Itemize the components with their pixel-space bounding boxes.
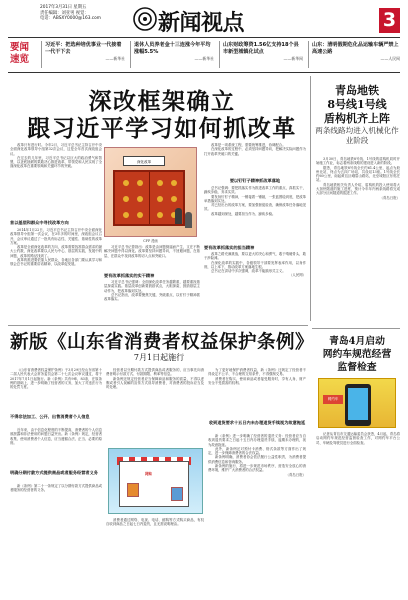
- image-tag: 网约车: [323, 395, 343, 404]
- paragraph: 青岛地铁相关负责人介绍，盾构机的投入使用将大大加快隧道的施工进度，预计今年年内两条线路将完成大部分区间隧道的掘进工作。: [316, 182, 400, 196]
- paragraph: 此外，新条例还对预付卡消费、格式条款等方面作出了规定，进一步保障消费者的合法权益。: [208, 446, 306, 456]
- lead-column-2: [104, 245, 200, 258]
- article2-headline[interactable]: 新版《山东省消费者权益保护条例》: [10, 332, 315, 353]
- section-logo-icon: [132, 6, 158, 32]
- shopping-bag-icon: [171, 487, 183, 501]
- paragraph: 对已经出台的改革方案，要加强督促检查，确保改革任务落地见效。: [204, 203, 306, 212]
- lead-subhead-2: 要有改革抓落实的实干精神: [104, 273, 155, 278]
- masthead-meta: [40, 5, 101, 22]
- section-title: 新闻视点: [158, 11, 245, 36]
- sidebar2-headline-line-2[interactable]: 网约车规范经营: [322, 349, 392, 360]
- paragraph: 3月30日，青岛地铁8号线、1号线的盾构机同时开始施工作业，标志着两条线路的建设进入新的阶段。: [316, 157, 400, 166]
- paragraph: 为了更好地保护消费者权益，新《条例》还规定了经营者不得设定不公平、不合理的交易条件，不得强制交易。: [208, 368, 306, 377]
- paragraph: 改革是一项系统工程，需要统筹推进，协调配合。: [211, 143, 286, 147]
- header-rule: [8, 37, 400, 38]
- quick-news-item[interactable]: [312, 42, 400, 61]
- paragraph: 新《条例》第二十一条规定了以分期付款方式提供商品或者服务的经营者的义务。: [10, 484, 102, 493]
- paragraph: 消费者在购买、使用商品或者接受服务时，享有人身、财产安全不受损害的权利。: [208, 376, 306, 385]
- quick-news-text: 退休人员养老金十三连涨今年平均涨幅5.5%: [134, 42, 211, 56]
- paragraph: 新《条例》进一步明确了经营者的退货义务：经营者应当自收到退货要求之日起十五日内办理退货手续，逾期未办理的，视为故意拖延。: [208, 434, 306, 447]
- paragraph: 改革越到深处，越要担当作为、蹄疾步稳。: [211, 211, 276, 216]
- quick-news-text: 习近平：把选种培优事业一代接着一代干下去: [45, 42, 122, 56]
- article2-subheadline: 7月1日起施行: [133, 353, 185, 362]
- figure-icon: [175, 208, 182, 224]
- article2-column-3: [208, 368, 306, 385]
- article2-column-1c: [10, 484, 102, 493]
- paragraph: 习近平总书记强调：全面深化改革任务越繁重，越要重视基层探索实践。基层改革创新要鼓励试点，大胆探索，鼓励基层主动作为，把改革落到实处。: [104, 280, 200, 293]
- lead-illustration: [104, 147, 197, 237]
- divider: [130, 41, 131, 68]
- paragraph: 据悉，青岛地铁8号线全长约61.4公里，起点为胶州北站，终点为五四广场站，共设站13座。1号线全长约60公里，南起黄岛区峨眉山路站，北至城阳区东郭庄站。: [316, 165, 400, 183]
- quick-news-item[interactable]: [45, 42, 125, 61]
- paragraph: 改革只有进行时。今年2月，习近平总书记主持召开中央全面深化改革领导小组第32次会议，这是全年首次深改组会议。: [10, 143, 102, 156]
- paragraph: 在深化改革的实践中，各级领导干部要发挥表率作用，以身作则，以上率下，推动改革方案落地生根。: [204, 260, 306, 269]
- divider: [41, 41, 42, 68]
- divider: [312, 328, 400, 329]
- paragraph: 总书记强调：要把抓落实作为推进改革工作的重点，真抓实干，蹄疾步稳，务求实效。: [204, 186, 306, 195]
- section-rule: [8, 325, 308, 326]
- paragraph: 要发扬钉钉子精神，一锤接着一锤敲，一张蓝图绘到底，把改革举措落到实处。: [204, 194, 306, 203]
- paragraph: 《山东省消费者权益保护条例》于3月29日经山东省第十二届人民代表大会常务委员会第二十七次会议审议通过，将于2017年7月1日起施行。新《条例》共有9章、83条，在原条例的基础上，进一步明确了经营者的义务，加大了对违法行为的处罚力度。: [10, 368, 102, 390]
- paragraph: 改革之路充满挑战，要以更大的决心和勇气，敢于啃硬骨头，敢于涉险滩。: [204, 252, 306, 261]
- phone-screen: [348, 388, 368, 420]
- lead-column-1: [10, 143, 102, 169]
- sidebar-headline-line-1[interactable]: 青岛地铁: [335, 84, 379, 97]
- lead-subhead-4: 要以钉钉子精神抓改革落地: [229, 178, 281, 183]
- quick-news-item[interactable]: [134, 42, 214, 61]
- lead-column-1b: [10, 228, 102, 267]
- source-credit: （青岛日报）: [379, 195, 400, 200]
- source-credit: （青岛日报）: [285, 472, 306, 477]
- article2-subhead-3: 收到退货要求十五日内未办理退货手续视为故意拖延: [208, 420, 306, 425]
- article2-column-1b: [10, 428, 102, 445]
- article2-column-2b: [106, 518, 204, 527]
- meta-editor: 责任编辑：刘亚男 视觉：: [40, 10, 89, 16]
- meta-contact: 电话：ABSXY0000@163.com: [40, 16, 101, 21]
- article2-column-3b: [208, 434, 306, 477]
- ride-hailing-illustration: [318, 378, 396, 428]
- lead-subhead-3: 要有改革抓落实的担当精神: [204, 245, 255, 250]
- lead-subhead-1: 首以基层和群众中寻找改革方向: [10, 220, 69, 225]
- lead-column-2b: [104, 280, 200, 301]
- source-credit: （人民网）: [289, 273, 306, 278]
- quick-news-source: ——人民网: [380, 56, 400, 62]
- quick-news-item[interactable]: [223, 42, 303, 61]
- paragraph: 2014年1月22日，习近平总书记主持召开中央全面深化改革领导小组第一次会议，在3年多的时间里，深改组会议召开，会议审议通过了一批具有标志性、关键性、基础性的改革方案。: [10, 228, 102, 245]
- paragraph: 总书记在讲话中多次强调，改革不能搞形式主义。: [211, 269, 286, 274]
- figure-icon: [185, 212, 192, 228]
- paragraph: 习近平总书记曾指出：改革是由问题倒逼而产生，又在不断解决问题中得以深化。改革要坚持问题导向，不回避问题，在基层、在群众中找到改革的切入点和突破口。: [104, 245, 200, 258]
- article2-column-1: [10, 368, 102, 389]
- illustration-label: 网购: [145, 472, 152, 476]
- lead-column-3b: [204, 186, 306, 216]
- paragraph: 改革是全面深化改革的方向，改革需要找准群众需求的最大公约数，深化改革要以人民为中心，基层的实践，发展中的问题，改革的路径找到了。: [10, 245, 102, 258]
- paragraph: 新条例还规定经营者应当保障商品和服务的质量，不得以虚假或者引人误解的宣传方式误导消费者，对消费者的投诉应当及时处理。: [106, 376, 204, 390]
- paragraph: 新条例的施行，将进一步规范市场秩序，营造安全放心的消费环境，维护广大消费者的合法权益。: [208, 464, 306, 473]
- divider: [219, 41, 220, 68]
- sidebar-subtitle: 两条线路均进入机械化作业阶段: [315, 126, 399, 145]
- sidebar2-headline-line-3[interactable]: 监督检查: [337, 362, 377, 373]
- quick-news-source: ——新华网: [283, 56, 303, 62]
- lead-column-3: [204, 143, 306, 156]
- shopping-bag-icon: [127, 483, 139, 497]
- paragraph: 记者从青岛市交通运输委员会获悉，4月起，青岛将启动网约车规范经营监督检查工作，对网约车平台公司、车辆及驾驶员进行全面检查。: [316, 432, 400, 445]
- article2-column-2: [106, 368, 204, 389]
- paragraph: 近年来，由于信息化程度的不断提高，消费者的个人信息被泄露和非法使用的问题日益突出。新《条例》规定，经营者收集、使用消费者个人信息，应当遵循合法、正当、必要的原则。: [10, 428, 102, 445]
- lead-column-3c: [204, 245, 306, 278]
- sidebar-body: [316, 157, 400, 200]
- meta-date: 2017年3月31日 星期五: [40, 5, 87, 10]
- paragraph: 新条例明确，消费者协会依法履行公益性职责，为消费者提供消费信息和咨询服务。: [208, 455, 306, 464]
- paragraph: 总书记指出，改革要聚焦关键，突破重点，以钉钉子精神抓改革落实。: [104, 292, 200, 302]
- paragraph: 经营者以分期付款方式提供商品或者服务的，应当事先向消费者明示付款方式、付款期限、利率等信息。: [106, 368, 204, 377]
- paragraph: 在过去的几年里，习近平总书记以巨大的政治勇气和智慧，以釜底抽薪的果敢决心推进改革，带领党和人民实现了全面深化改革在重要领域和关键环节的突破。: [10, 155, 102, 169]
- strip-rule: [8, 72, 400, 73]
- quick-news-source: ——新华社: [194, 56, 214, 62]
- sidebar2-body-text: [316, 432, 400, 445]
- quick-news-label: 要闻速览: [10, 42, 30, 65]
- article2-illustration: [108, 448, 203, 514]
- page-number: 3: [379, 8, 400, 33]
- quick-news-text: 山东：清明假期危化品运输车辆严禁上高速公路: [312, 42, 399, 56]
- sidebar-rule: [310, 76, 311, 321]
- paragraph: 在深化改革的过程中，必须坚持问题导向，把解决实际问题作为打开改革突破口的关键。: [204, 147, 306, 156]
- article2-subhead-2: 明确分期付款方式提供商品或者服务经营者义务: [10, 470, 98, 475]
- paragraph: 消费者通过网络、电视、电话、邮购等方式购买商品，有权自收到商品之日起七日内退货，且无需说明理由。: [106, 518, 204, 527]
- quick-news-source: ——新华社: [105, 56, 125, 62]
- divider: [308, 41, 309, 68]
- lead-headline-line-1[interactable]: 深改框架确立: [88, 88, 236, 115]
- paragraph: 改革的推进要依靠人民群众，各地区各部门要认真学习和领会总书记的重要讲话精神，以改革促发展。: [10, 258, 102, 267]
- sidebar-headline-line-2[interactable]: 8号线1号线: [327, 98, 387, 111]
- illustration-sign: 深化改革: [123, 156, 165, 166]
- illustration-caption: CFP 漫画: [143, 239, 158, 243]
- article2-subhead-1: 不得非法加工、公开、出售消费者个人信息: [10, 414, 90, 419]
- sidebar-headline-line-3[interactable]: 盾构机齐上阵: [324, 112, 390, 125]
- sidebar2-headline-line-1[interactable]: 青岛4月启动: [329, 336, 385, 347]
- quick-news-text: 山东财政筹资1.56亿支持18个县市新型城镇化试点: [223, 42, 299, 56]
- lead-headline-line-2[interactable]: 跟习近平学习如何抓改革: [27, 115, 297, 142]
